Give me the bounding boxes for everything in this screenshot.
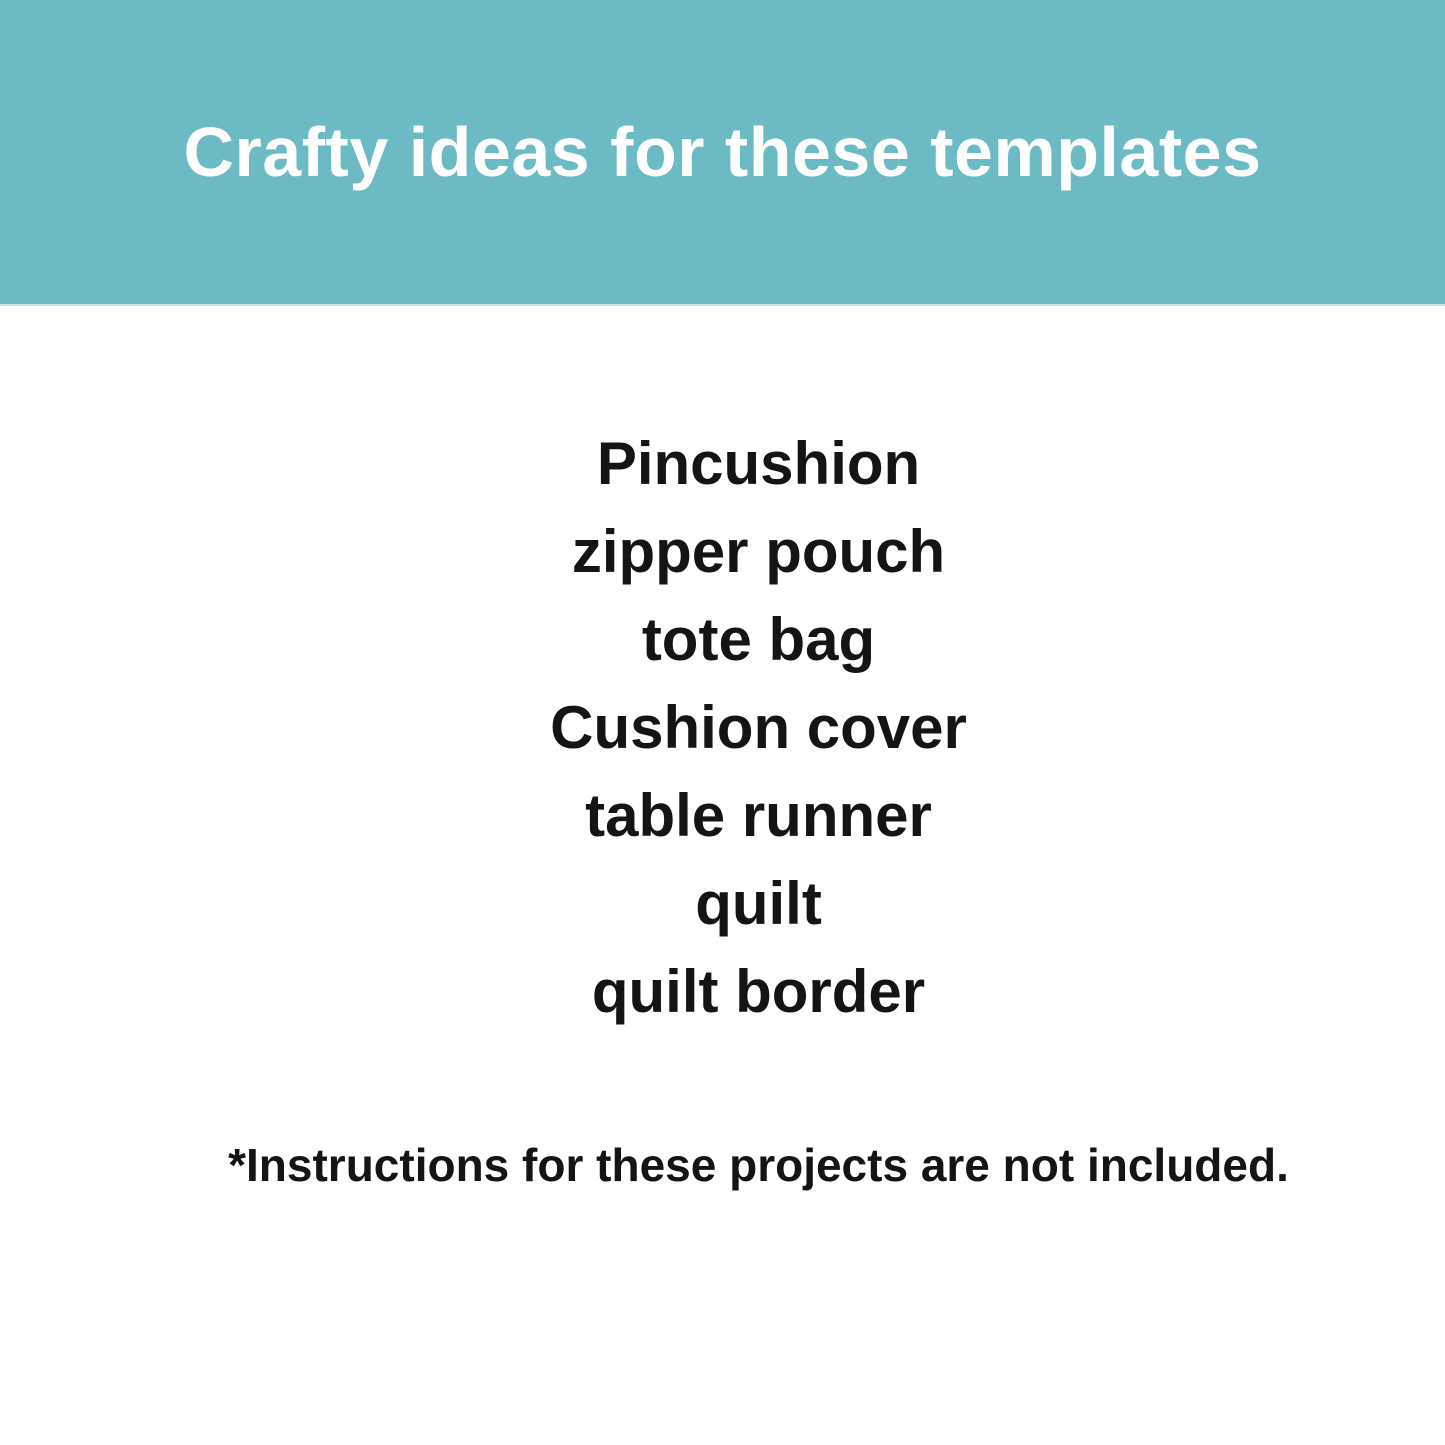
footnote-disclaimer: *Instructions for these projects are not included. [228,1139,1289,1191]
idea-item-quilt-border: quilt border [591,958,926,1025]
idea-item-zipper-pouch: zipper pouch [571,518,946,585]
ideas-list [72,420,1445,1036]
idea-item-cushion-cover: Cushion cover [550,694,967,761]
idea-item-tote-bag: tote bag [641,606,876,673]
idea-item-quilt: quilt [695,870,822,937]
idea-item-table-runner: table runner [585,782,932,849]
header-banner [0,0,1445,306]
content-area [0,420,1445,1192]
idea-item-pincushion: Pincushion [596,430,921,497]
page-title: Crafty ideas for these templates [183,113,1262,191]
